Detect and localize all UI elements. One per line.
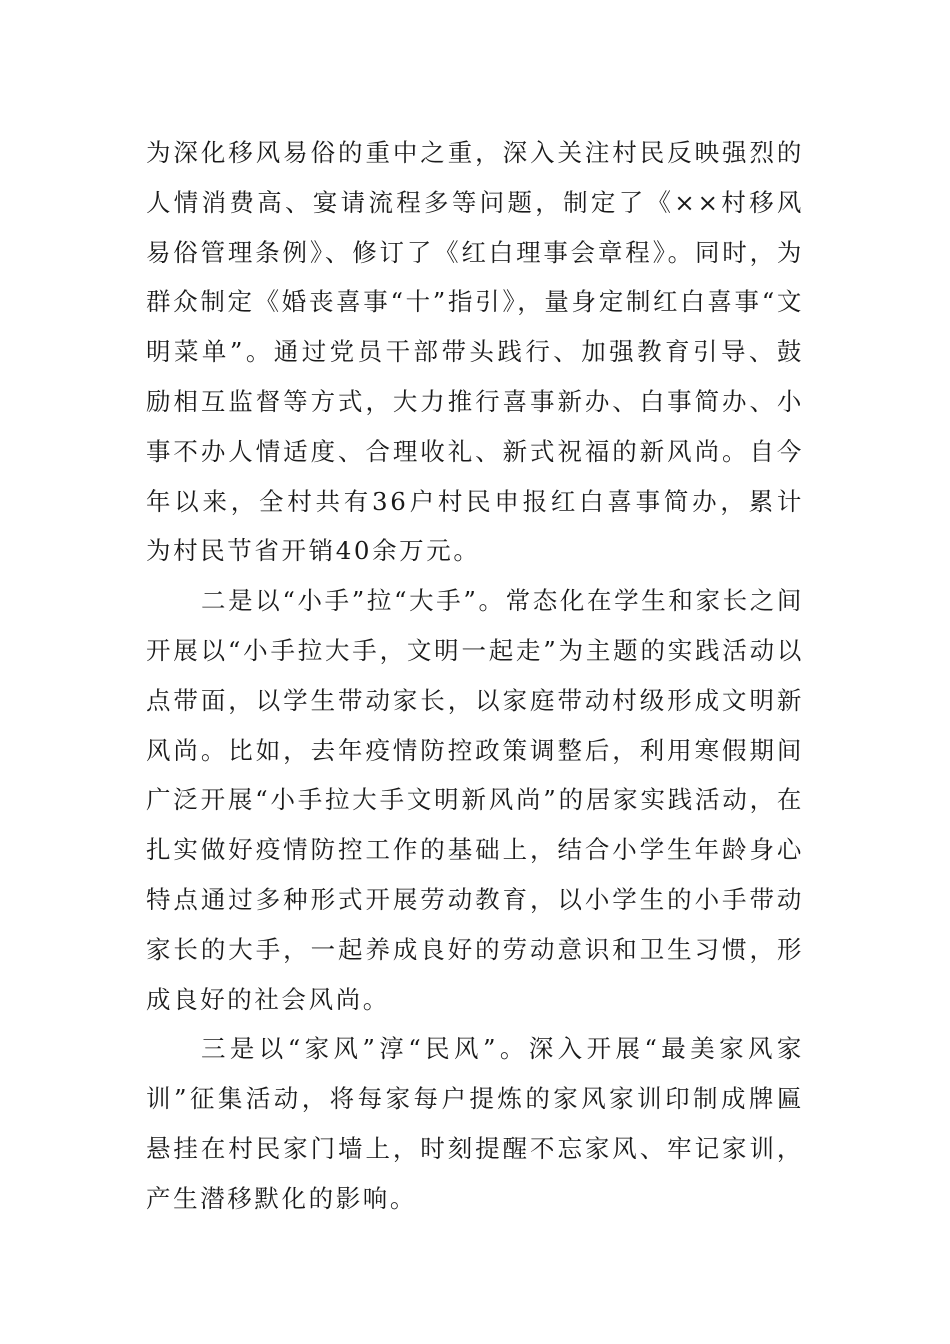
paragraph-1: 为深化移风易俗的重中之重，深入关注村民反映强烈的人情消费高、宴请流程多等问题，制定了《××村移风易俗管理条例》、修订了《红白理事会章程》。同时，为群众制定《婚丧喜事“十”指引》，量身定制红白喜事“文明菜单”。通过党员干部带头践行、加强教育引导、鼓励相互监督等方式，大力推行喜事新办、白事简办、小事不办人情适度、合理收礼、新式祝福的新风尚。自今年以来，全村共有36户村民申报红白喜事简办，累计为村民节省开销40余万元。: [146, 138, 804, 566]
document-body: [146, 128, 804, 1224]
paragraph-2: 二是以“小手”拉“大手”。常态化在学生和家长之间开展以“小手拉大手，文明一起走”为主题的实践活动以点带面，以学生带动家长，以家庭带动村级形成文明新风尚。比如，去年疫情防控政策调整后，利用寒假期间广泛开展“小手拉大手文明新风尚”的居家实践活动，在扎实做好疫情防控工作的基础上，结合小学生年龄身心特点通过多种形式开展劳动教育，以小学生的小手带动家长的大手，一起养成良好的劳动意识和卫生习惯，形成良好的社会风尚。: [146, 586, 804, 1014]
paragraph-3: 三是以“家风”淳“民风”。深入开展“最美家风家训”征集活动，将每家每户提炼的家风家训印制成牌匾悬挂在村民家门墙上，时刻提醒不忘家风、牢记家训，产生潜移默化的影响。: [146, 1034, 804, 1213]
